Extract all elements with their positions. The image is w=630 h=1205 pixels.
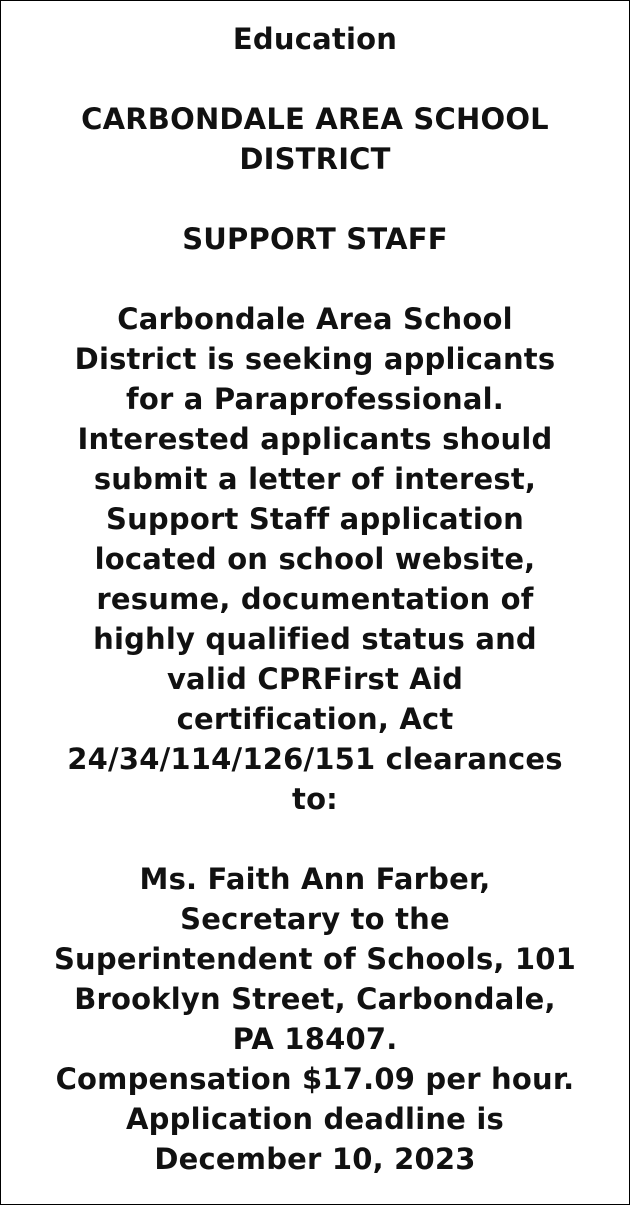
contact-line: PA 18407. — [232, 1022, 398, 1056]
deadline-date: December 10, 2023 — [154, 1142, 476, 1176]
contact-info — [21, 859, 609, 1179]
category-label: Education — [232, 22, 398, 56]
spacer — [21, 259, 609, 299]
category-heading — [21, 19, 609, 59]
body-line: Interested applicants should — [77, 422, 553, 456]
body-line: certification, Act — [176, 702, 454, 736]
body-line: valid CPRFirst Aid — [166, 662, 464, 696]
body-line: 24/34/114/126/151 clearances — [67, 742, 563, 776]
position-title: SUPPORT STAFF — [182, 222, 448, 256]
contact-line: Superintendent of Schools, 101 — [53, 942, 577, 976]
ad-body — [21, 299, 609, 819]
body-line: to: — [292, 782, 338, 816]
ad-content — [21, 19, 609, 1179]
position-heading — [21, 219, 609, 259]
body-line: Support Staff application — [106, 502, 524, 536]
district-line: CARBONDALE AREA SCHOOL — [81, 102, 549, 136]
body-line: highly qualified status and — [93, 622, 537, 656]
contact-line: Ms. Faith Ann Farber, — [139, 862, 491, 896]
body-line: located on school website, — [94, 542, 536, 576]
body-line: District is seeking applicants — [74, 342, 556, 376]
spacer — [21, 819, 609, 859]
body-line: Carbondale Area School — [117, 302, 513, 336]
body-line: resume, documentation of — [96, 582, 534, 616]
body-line: for a Paraprofessional. — [126, 382, 504, 416]
body-line: submit a letter of interest, — [93, 462, 537, 496]
spacer — [21, 59, 609, 99]
compensation-line: Compensation $17.09 per hour. — [55, 1062, 575, 1096]
spacer — [21, 179, 609, 219]
deadline-line: Application deadline is — [126, 1102, 504, 1136]
contact-line: Brooklyn Street, Carbondale, — [74, 982, 556, 1016]
contact-line: Secretary to the — [180, 902, 450, 936]
district-line: DISTRICT — [239, 142, 391, 176]
district-name — [21, 99, 609, 179]
